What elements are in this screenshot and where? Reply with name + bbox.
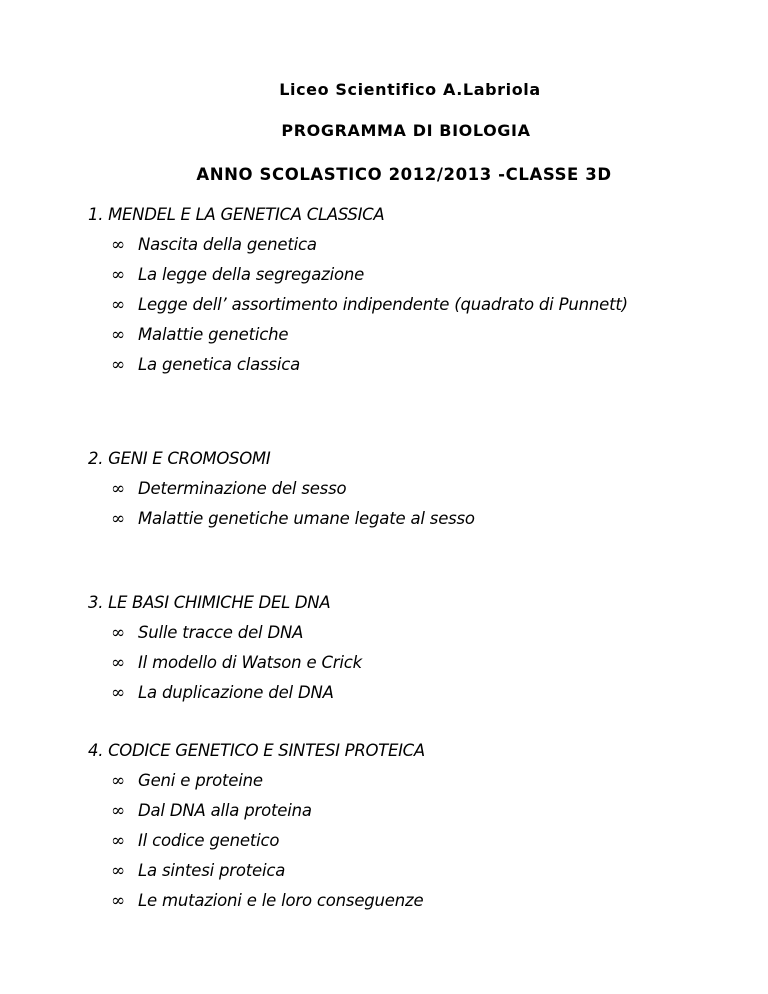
infinity-bullet-icon: ∞: [111, 771, 125, 791]
topic-list: [88, 474, 708, 534]
list-item: [88, 856, 708, 886]
infinity-bullet-icon: ∞: [111, 801, 125, 821]
item-text: Geni e proteine: [138, 771, 263, 790]
section-genes-chromosomes: [88, 444, 708, 534]
infinity-bullet-icon: ∞: [111, 891, 125, 911]
list-item: [88, 766, 708, 796]
infinity-bullet-icon: ∞: [111, 509, 125, 529]
infinity-bullet-icon: ∞: [111, 861, 125, 881]
list-item: [88, 618, 708, 648]
item-text: Sulle tracce del DNA: [138, 623, 304, 642]
item-text: Determinazione del sesso: [138, 479, 347, 498]
list-item: [88, 648, 708, 678]
item-text: La genetica classica: [138, 355, 300, 374]
program-title: PROGRAMMA DI BIOLOGIA: [281, 121, 531, 140]
topic-list: [88, 230, 708, 380]
item-text: Le mutazioni e le loro conseguenze: [138, 891, 424, 910]
section-title: 2. GENI E CROMOSOMI: [88, 449, 271, 468]
school-year-class: ANNO SCOLASTICO 2012/2013 -CLASSE 3D: [196, 165, 612, 184]
list-item: [88, 678, 708, 708]
list-item: [88, 474, 708, 504]
section-title: 4. CODICE GENETICO E SINTESI PROTEICA: [88, 741, 425, 760]
list-item: [88, 796, 708, 826]
list-item: [88, 230, 708, 260]
school-name: Liceo Scientifico A.Labriola: [279, 80, 541, 99]
item-text: Legge dell’ assortimento indipendente (quadrato di Punnett): [138, 295, 628, 314]
topic-list: [88, 766, 708, 916]
section-title: 1. MENDEL E LA GENETICA CLASSICA: [88, 205, 385, 224]
list-item: [88, 260, 708, 290]
item-text: Nascita della genetica: [138, 235, 317, 254]
item-text: La legge della segregazione: [138, 265, 365, 284]
topic-list: [88, 618, 708, 708]
section-dna-chemistry: [88, 588, 708, 708]
item-text: Dal DNA alla proteina: [138, 801, 312, 820]
item-text: Malattie genetiche: [138, 325, 289, 344]
infinity-bullet-icon: ∞: [111, 355, 125, 375]
infinity-bullet-icon: ∞: [111, 623, 125, 643]
infinity-bullet-icon: ∞: [111, 295, 125, 315]
list-item: [88, 886, 708, 916]
section-mendel: [88, 200, 708, 380]
infinity-bullet-icon: ∞: [111, 683, 125, 703]
list-item: [88, 350, 708, 380]
item-text: La sintesi proteica: [138, 861, 286, 880]
list-item: [88, 290, 708, 320]
item-text: Il codice genetico: [138, 831, 280, 850]
section-title: 3. LE BASI CHIMICHE DEL DNA: [88, 593, 331, 612]
list-item: [88, 504, 708, 534]
list-item: [88, 320, 708, 350]
infinity-bullet-icon: ∞: [111, 653, 125, 673]
infinity-bullet-icon: ∞: [111, 235, 125, 255]
section-genetic-code: [88, 736, 708, 916]
infinity-bullet-icon: ∞: [111, 265, 125, 285]
infinity-bullet-icon: ∞: [111, 325, 125, 345]
list-item: [88, 826, 708, 856]
infinity-bullet-icon: ∞: [111, 479, 125, 499]
item-text: La duplicazione del DNA: [138, 683, 334, 702]
infinity-bullet-icon: ∞: [111, 831, 125, 851]
item-text: Malattie genetiche umane legate al sesso: [138, 509, 475, 528]
item-text: Il modello di Watson e Crick: [138, 653, 362, 672]
